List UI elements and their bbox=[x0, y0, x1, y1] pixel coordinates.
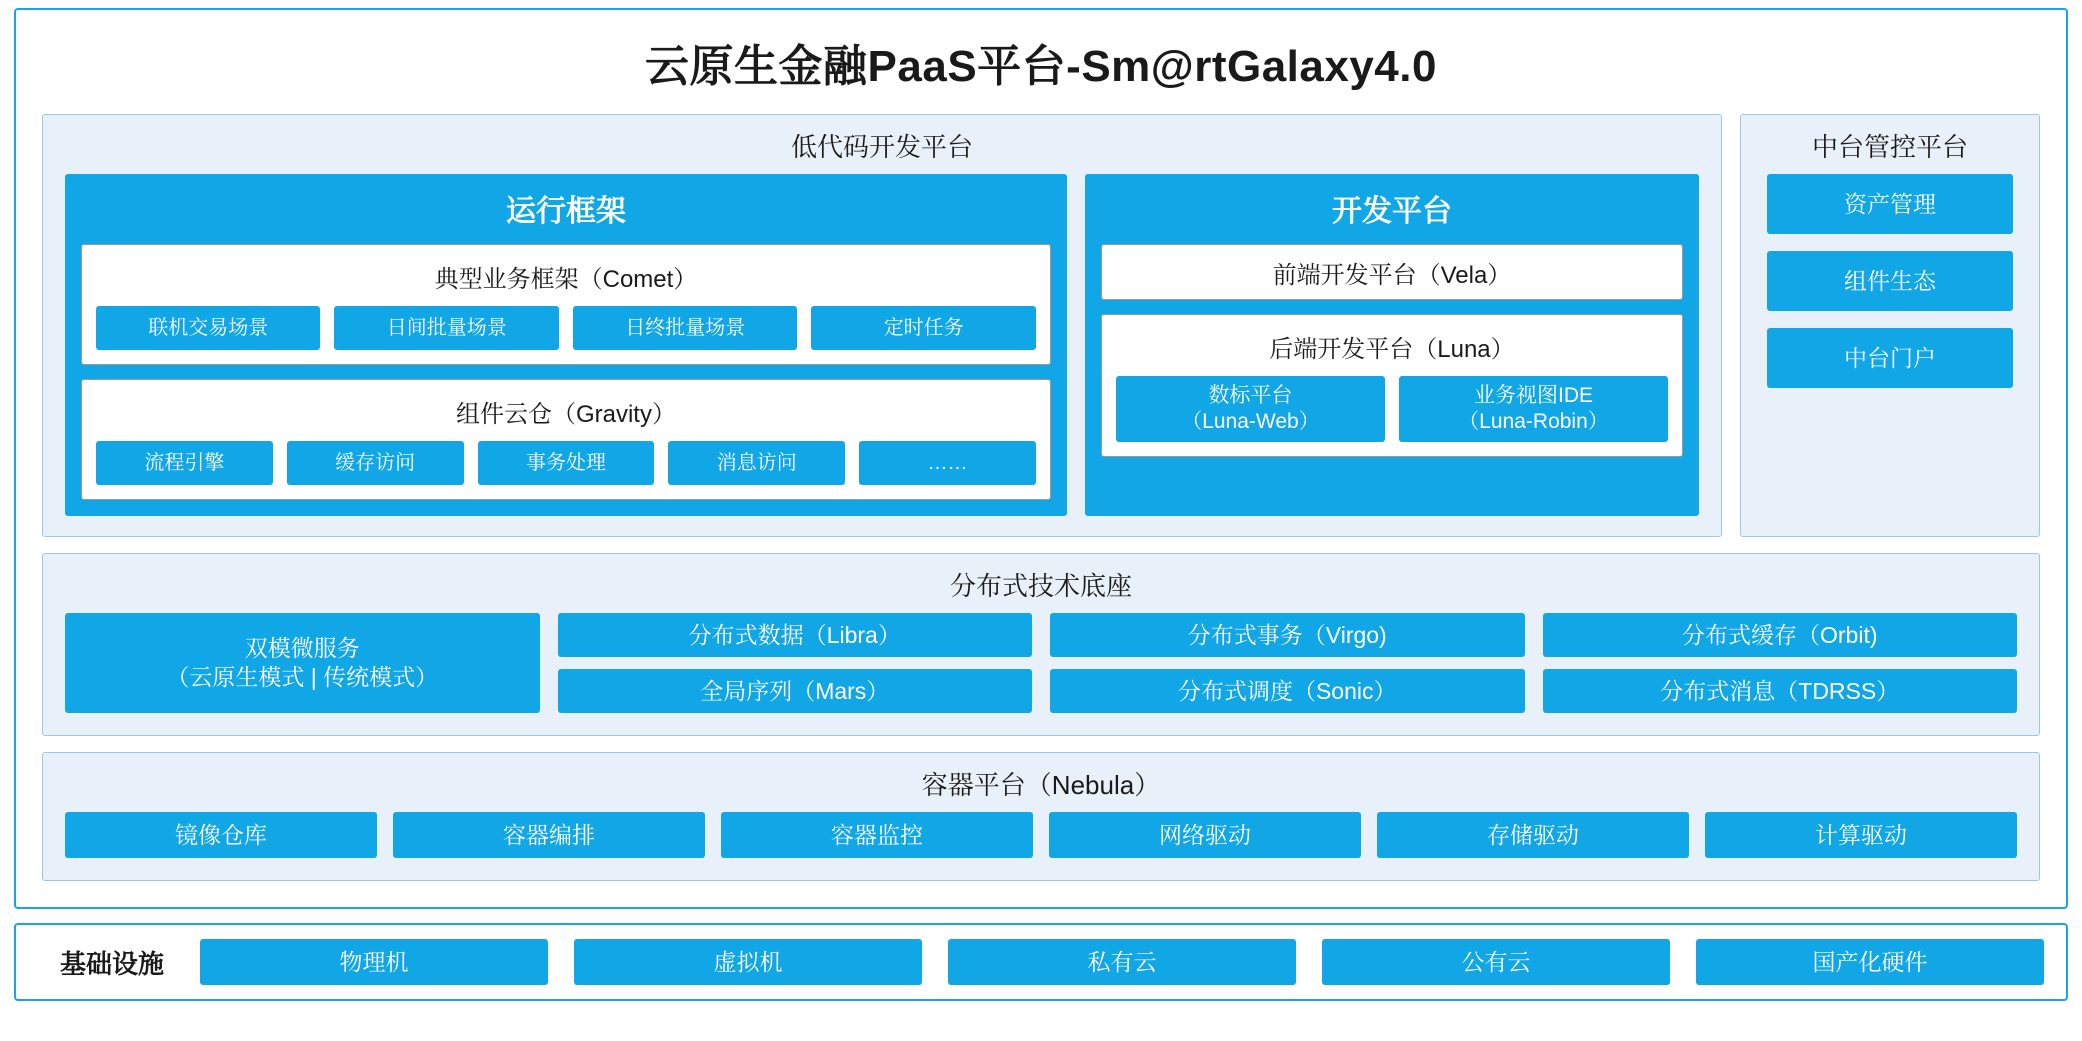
lowcode-platform-panel bbox=[42, 114, 1722, 537]
gravity-item[interactable]: 流程引擎 bbox=[96, 441, 273, 485]
infrastructure-item-physical[interactable]: 物理机 bbox=[200, 939, 548, 985]
container-item-network-driver[interactable]: 网络驱动 bbox=[1049, 812, 1361, 858]
gravity-group bbox=[81, 379, 1051, 500]
infrastructure-panel bbox=[14, 923, 2068, 1001]
infrastructure-items bbox=[200, 939, 2044, 985]
lowcode-platform-body bbox=[43, 174, 1721, 516]
development-platform-section bbox=[1085, 174, 1699, 516]
runtime-framework-section bbox=[65, 174, 1067, 516]
backend-platform-items bbox=[1116, 376, 1668, 442]
distributed-item[interactable]: 全局序列（Mars） bbox=[558, 669, 1033, 713]
comet-item[interactable]: 联机交易场景 bbox=[96, 306, 320, 350]
infrastructure-item-public-cloud[interactable]: 公有云 bbox=[1322, 939, 1670, 985]
comet-group-title: 典型业务框架（Comet） bbox=[434, 266, 698, 293]
gravity-item[interactable]: 缓存访问 bbox=[287, 441, 464, 485]
container-item-compute-driver[interactable]: 计算驱动 bbox=[1705, 812, 2017, 858]
backend-item-line2: （Luna-Robin） bbox=[1458, 410, 1609, 433]
infrastructure-label: 基础设施 bbox=[60, 948, 165, 979]
midplatform-item-asset[interactable]: 资产管理 bbox=[1767, 174, 2013, 234]
comet-group bbox=[81, 244, 1051, 365]
midplatform-items bbox=[1741, 174, 2039, 518]
comet-item[interactable]: 日间批量场景 bbox=[334, 306, 558, 350]
distributed-base-body bbox=[43, 613, 2039, 713]
development-platform-groups bbox=[1085, 244, 1699, 457]
distributed-item[interactable]: 分布式事务（Virgo) bbox=[1050, 613, 1525, 657]
container-item-monitoring[interactable]: 容器监控 bbox=[721, 812, 1033, 858]
microservice-item[interactable] bbox=[65, 613, 540, 713]
microservice-line2: （云原生模式 | 传统模式） bbox=[166, 664, 439, 690]
distributed-item[interactable]: 分布式消息（TDRSS） bbox=[1543, 669, 2018, 713]
gravity-group-items bbox=[96, 441, 1036, 485]
distributed-column-2 bbox=[1050, 613, 1525, 713]
infrastructure-item-private-cloud[interactable]: 私有云 bbox=[948, 939, 1296, 985]
microservice-line1: 双模微服务 bbox=[244, 635, 360, 662]
infrastructure-item-domestic-hardware[interactable]: 国产化硬件 bbox=[1696, 939, 2044, 985]
lowcode-platform-title: 低代码开发平台 bbox=[790, 132, 973, 162]
distributed-column-3 bbox=[1543, 613, 2018, 713]
runtime-framework-title: 运行框架 bbox=[505, 195, 626, 228]
backend-platform-title: 后端开发平台（Luna） bbox=[1269, 336, 1515, 363]
distributed-base-title: 分布式技术底座 bbox=[949, 571, 1132, 601]
midplatform-title: 中台管控平台 bbox=[1811, 132, 1968, 162]
container-platform-title: 容器平台（Nebula） bbox=[921, 770, 1161, 800]
distributed-column-1 bbox=[558, 613, 1033, 713]
gravity-item-more[interactable]: …… bbox=[859, 441, 1036, 485]
distributed-base-panel bbox=[42, 553, 2040, 736]
midplatform-panel bbox=[1740, 114, 2040, 537]
container-item-image-repo[interactable]: 镜像仓库 bbox=[65, 812, 377, 858]
distributed-item[interactable]: 分布式缓存（Orbit) bbox=[1543, 613, 2018, 657]
backend-platform-group bbox=[1101, 314, 1683, 457]
container-item-orchestration[interactable]: 容器编排 bbox=[393, 812, 705, 858]
comet-item[interactable]: 定时任务 bbox=[811, 306, 1035, 350]
backend-item-line2: （Luna-Web） bbox=[1181, 410, 1320, 433]
top-row bbox=[42, 114, 2040, 537]
container-item-storage-driver[interactable]: 存储驱动 bbox=[1377, 812, 1689, 858]
midplatform-item-portal[interactable]: 中台门户 bbox=[1767, 328, 2013, 388]
gravity-group-title: 组件云仓（Gravity） bbox=[455, 401, 676, 428]
frontend-platform-item[interactable]: 前端开发平台（Vela） bbox=[1101, 244, 1683, 300]
backend-item-line1: 业务视图IDE bbox=[1473, 383, 1593, 407]
backend-item-line1: 数标平台 bbox=[1208, 383, 1293, 407]
backend-item-luna-robin[interactable] bbox=[1399, 376, 1668, 442]
midplatform-item-component[interactable]: 组件生态 bbox=[1767, 251, 2013, 311]
comet-item[interactable]: 日终批量场景 bbox=[573, 306, 797, 350]
development-platform-title: 开发平台 bbox=[1331, 195, 1452, 228]
microservice-column bbox=[65, 613, 540, 713]
runtime-framework-groups bbox=[65, 244, 1067, 500]
backend-item-luna-web[interactable] bbox=[1116, 376, 1385, 442]
page-title: 云原生金融PaaS平台-Sm@rtGalaxy4.0 bbox=[645, 42, 1437, 91]
container-platform-panel bbox=[42, 752, 2040, 881]
distributed-item[interactable]: 分布式数据（Libra） bbox=[558, 613, 1033, 657]
comet-group-items bbox=[96, 306, 1036, 350]
platform-frame bbox=[14, 8, 2068, 909]
gravity-item[interactable]: 事务处理 bbox=[478, 441, 655, 485]
gravity-item[interactable]: 消息访问 bbox=[668, 441, 845, 485]
container-platform-items bbox=[43, 812, 2039, 858]
infrastructure-item-virtual[interactable]: 虚拟机 bbox=[574, 939, 922, 985]
distributed-item[interactable]: 分布式调度（Sonic） bbox=[1050, 669, 1525, 713]
